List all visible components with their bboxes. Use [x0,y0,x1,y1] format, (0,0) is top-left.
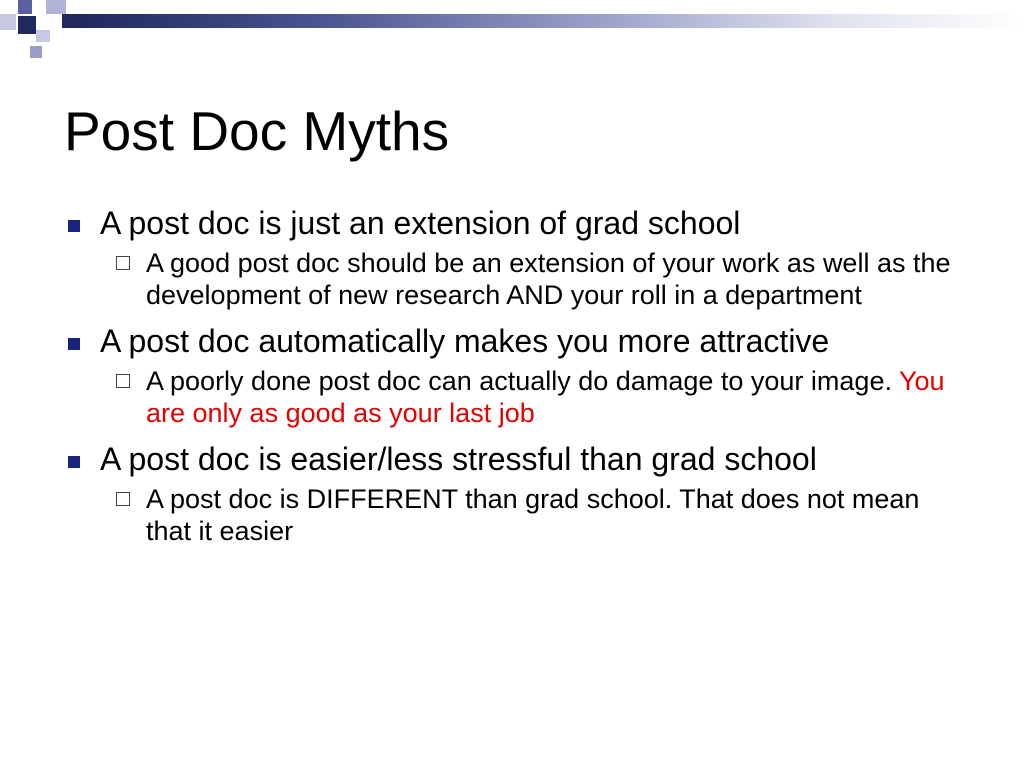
decor-square [46,0,66,14]
hollow-square-bullet-icon [116,492,130,506]
slide-title: Post Doc Myths [64,100,450,162]
bullet-text: A post doc is easier/less stressful than grad school [100,441,817,477]
decor-square [30,46,42,58]
highlighted-text: You are only as good as your last job [146,366,945,428]
decor-square [18,0,32,14]
header-gradient-bar [78,14,1024,28]
decor-square [36,30,50,42]
sub-bullet-text: A poorly done post doc can actually do damage to your image. [146,366,892,396]
sub-bullet-item [146,365,964,429]
decor-square [18,16,36,34]
hollow-square-bullet-icon [116,256,130,270]
bullet-text: A post doc is just an extension of grad school [100,205,741,241]
slide-content [64,205,964,559]
sub-bullet-text: A good post doc should be an extension of your work as well as the development of new research AND your roll in a department [146,248,951,310]
square-bullet-icon [68,338,80,350]
bullet-item [64,323,964,359]
sub-bullet-text: A post doc is DIFFERENT than grad school. That does not mean that it easier [146,484,920,546]
bullet-text: A post doc automatically makes you more attractive [100,323,830,359]
corner-decoration [0,0,80,60]
square-bullet-icon [68,456,80,468]
bullet-item [64,441,964,477]
sub-bullet-item [146,483,964,547]
decor-square [0,14,16,30]
square-bullet-icon [68,220,80,232]
decor-square [62,14,78,28]
bullet-item [64,205,964,241]
hollow-square-bullet-icon [116,374,130,388]
sub-bullet-item [146,247,964,311]
